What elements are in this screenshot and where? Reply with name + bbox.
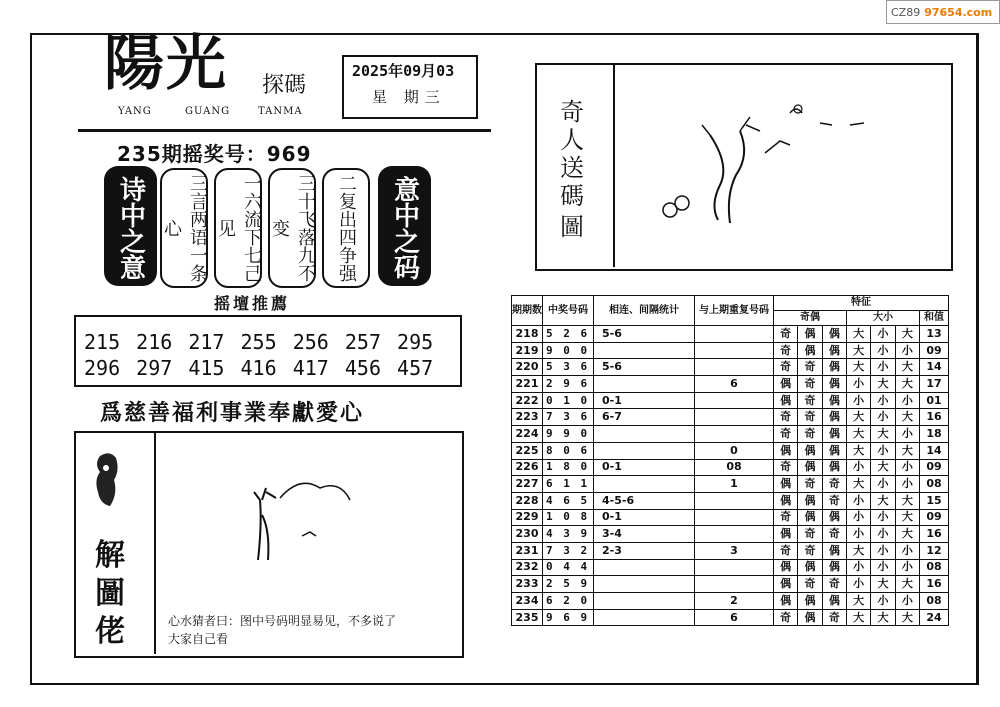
odd-even-cell: 奇: [774, 426, 798, 443]
big-small-cell: 小: [895, 426, 919, 443]
big-small-cell: 大: [895, 326, 919, 343]
big-small-cell: 小: [846, 376, 870, 393]
consecutive-cell: [594, 593, 695, 610]
number-cell: 6 1 1: [543, 476, 594, 493]
period-cell: 229: [512, 509, 543, 526]
repeat-cell: [695, 576, 774, 593]
big-small-cell: 大: [846, 409, 870, 426]
big-small-cell: 大: [895, 509, 919, 526]
period-cell: 232: [512, 559, 543, 576]
consecutive-cell: 0-1: [594, 459, 695, 476]
big-small-cell: 小: [895, 559, 919, 576]
odd-even-cell: 偶: [774, 476, 798, 493]
number-cell: 4 6 5: [543, 492, 594, 509]
big-small-cell: 小: [846, 492, 870, 509]
odd-even-cell: 奇: [822, 576, 846, 593]
odd-even-cell: 偶: [798, 492, 822, 509]
jie-char-3: 佬: [95, 614, 125, 649]
table-row: [512, 609, 949, 626]
period-cell: 228: [512, 492, 543, 509]
consecutive-cell: [594, 342, 695, 359]
repeat-cell: [695, 426, 774, 443]
table-row: [512, 409, 949, 426]
big-small-cell: 大: [895, 409, 919, 426]
number-cell: 5 3 6: [543, 359, 594, 376]
big-small-cell: 小: [895, 542, 919, 559]
watermark-site: 97654.com: [924, 5, 993, 19]
odd-even-cell: 偶: [798, 509, 822, 526]
odd-even-cell: 偶: [774, 492, 798, 509]
big-small-cell: 大: [895, 526, 919, 543]
odd-even-cell: 偶: [774, 376, 798, 393]
consecutive-cell: 3-4: [594, 526, 695, 543]
consecutive-cell: [594, 609, 695, 626]
number-cell: 1 8 0: [543, 459, 594, 476]
table-row: [512, 359, 949, 376]
odd-even-cell: 奇: [774, 359, 798, 376]
odd-even-cell: 偶: [798, 609, 822, 626]
slogan: 爲慈善福利事業奉獻愛心: [100, 401, 365, 426]
big-small-cell: 小: [846, 526, 870, 543]
odd-even-cell: 奇: [798, 476, 822, 493]
repeat-cell: 0: [695, 442, 774, 459]
big-small-cell: 小: [846, 576, 870, 593]
table-row: [512, 526, 949, 543]
odd-even-cell: 偶: [822, 359, 846, 376]
table-row: [512, 542, 949, 559]
repeat-cell: [695, 342, 774, 359]
big-small-cell: 大: [846, 476, 870, 493]
odd-even-cell: 偶: [822, 342, 846, 359]
odd-even-cell: 偶: [822, 426, 846, 443]
sum-cell: 13: [920, 326, 949, 343]
period-cell: 230: [512, 526, 543, 543]
repeat-cell: [695, 526, 774, 543]
portrait-icon: [92, 450, 122, 510]
table-row: [512, 459, 949, 476]
big-small-cell: 大: [871, 376, 895, 393]
jie-note-line-1: 心水猜者曰：图中号码明显易见，不多说了: [168, 614, 397, 628]
odd-even-cell: 偶: [822, 409, 846, 426]
odd-even-cell: 偶: [822, 542, 846, 559]
repeat-cell: 3: [695, 542, 774, 559]
sum-cell: 09: [920, 459, 949, 476]
sum-cell: 24: [920, 609, 949, 626]
big-small-cell: 小: [871, 342, 895, 359]
rec-num: 256: [292, 330, 329, 354]
big-small-cell: 大: [846, 593, 870, 610]
consecutive-cell: [594, 442, 695, 459]
sum-cell: 09: [920, 342, 949, 359]
table-row: [512, 509, 949, 526]
number-cell: 9 0 0: [543, 342, 594, 359]
table-row: [512, 376, 949, 393]
sum-cell: 16: [920, 576, 949, 593]
big-small-cell: 小: [871, 509, 895, 526]
odd-even-cell: 奇: [774, 342, 798, 359]
table-row: [512, 492, 949, 509]
big-small-cell: 小: [895, 342, 919, 359]
qiren-char-4: 碼: [560, 182, 584, 210]
big-small-cell: 小: [871, 326, 895, 343]
consecutive-cell: [594, 426, 695, 443]
qiren-char-2: 人: [560, 126, 584, 154]
number-cell: 4 3 9: [543, 526, 594, 543]
col-sum: 和值: [920, 311, 949, 326]
big-small-cell: 大: [895, 492, 919, 509]
table-row: [512, 326, 949, 343]
rec-num: 216: [136, 330, 173, 354]
big-small-cell: 大: [846, 426, 870, 443]
period-cell: 227: [512, 476, 543, 493]
period-cell: 222: [512, 392, 543, 409]
big-small-cell: 大: [846, 542, 870, 559]
consecutive-cell: [594, 476, 695, 493]
big-small-cell: 大: [871, 426, 895, 443]
rec-num: 457: [397, 356, 434, 380]
jie-sketch: [240, 470, 380, 570]
number-cell: 8 0 6: [543, 442, 594, 459]
big-small-cell: 小: [871, 476, 895, 493]
odd-even-cell: 奇: [822, 526, 846, 543]
pinyin-guang: GUANG: [185, 106, 231, 117]
odd-even-cell: 奇: [774, 409, 798, 426]
big-small-cell: 小: [871, 593, 895, 610]
odd-even-cell: 奇: [774, 542, 798, 559]
big-small-cell: 小: [895, 476, 919, 493]
col-repeat: 与上期重复号码: [695, 296, 774, 326]
big-small-cell: 小: [846, 392, 870, 409]
table-row: [512, 442, 949, 459]
period-cell: 233: [512, 576, 543, 593]
logo-title: 陽光: [104, 29, 228, 99]
number-cell: 2 5 9: [543, 576, 594, 593]
odd-even-cell: 偶: [798, 442, 822, 459]
sum-cell: 01: [920, 392, 949, 409]
big-small-cell: 大: [846, 609, 870, 626]
period-cell: 234: [512, 593, 543, 610]
table-row: [512, 392, 949, 409]
consecutive-cell: [594, 376, 695, 393]
period-cell: 223: [512, 409, 543, 426]
recommend-row-2: [84, 356, 433, 380]
date-text: 2025年09月03: [352, 62, 455, 80]
rec-num: 417: [292, 356, 329, 380]
big-small-cell: 大: [871, 492, 895, 509]
consecutive-cell: 5-6: [594, 326, 695, 343]
pinyin-tanma: TANMA: [258, 106, 303, 117]
sum-cell: 12: [920, 542, 949, 559]
rec-num: 416: [240, 356, 277, 380]
repeat-cell: [695, 409, 774, 426]
odd-even-cell: 奇: [798, 526, 822, 543]
sum-cell: 18: [920, 426, 949, 443]
odd-even-cell: 偶: [822, 593, 846, 610]
odd-even-cell: 奇: [774, 459, 798, 476]
odd-even-cell: 奇: [798, 542, 822, 559]
col-odd-even: 奇偶: [774, 311, 847, 326]
table-row: [512, 576, 949, 593]
poem-line-4: 二复出四争强: [322, 168, 370, 288]
odd-even-cell: 偶: [774, 526, 798, 543]
sum-cell: 08: [920, 476, 949, 493]
odd-even-cell: 偶: [774, 593, 798, 610]
big-small-cell: 小: [846, 459, 870, 476]
col-consecutive: 相连、间隔统计: [594, 296, 695, 326]
repeat-cell: 6: [695, 609, 774, 626]
rec-num: 297: [136, 356, 173, 380]
sum-cell: 14: [920, 359, 949, 376]
history-body: [512, 326, 949, 626]
odd-even-cell: 奇: [798, 409, 822, 426]
watermark-code: CZ89: [891, 5, 921, 19]
weekday-text: 星 期三: [372, 88, 446, 106]
big-small-cell: 大: [895, 609, 919, 626]
qiren-char-3: 送: [560, 154, 584, 182]
odd-even-cell: 奇: [822, 609, 846, 626]
repeat-cell: [695, 392, 774, 409]
number-cell: 5 2 6: [543, 326, 594, 343]
jie-char-2: 圖: [95, 576, 125, 611]
sum-cell: 08: [920, 559, 949, 576]
repeat-cell: [695, 559, 774, 576]
rec-num: 217: [188, 330, 225, 354]
recommend-row-1: [84, 330, 433, 354]
big-small-cell: 小: [871, 409, 895, 426]
sum-cell: 14: [920, 442, 949, 459]
poem-right-title: 意中之码: [378, 166, 431, 286]
odd-even-cell: 偶: [822, 442, 846, 459]
big-small-cell: 小: [895, 459, 919, 476]
rec-num: 255: [240, 330, 277, 354]
number-cell: 0 4 4: [543, 559, 594, 576]
period-cell: 231: [512, 542, 543, 559]
odd-even-cell: 奇: [798, 576, 822, 593]
odd-even-cell: 偶: [798, 342, 822, 359]
sum-cell: 08: [920, 593, 949, 610]
number-cell: 7 3 2: [543, 542, 594, 559]
odd-even-cell: 奇: [798, 376, 822, 393]
odd-even-cell: 奇: [798, 426, 822, 443]
logo-subtitle: 探碼: [262, 73, 307, 98]
big-small-cell: 小: [895, 392, 919, 409]
repeat-cell: [695, 492, 774, 509]
number-cell: 1 0 8: [543, 509, 594, 526]
odd-even-cell: 偶: [822, 392, 846, 409]
table-row: [512, 342, 949, 359]
repeat-cell: [695, 326, 774, 343]
jie-char-1: 解: [95, 538, 125, 573]
poem-line-2: 一六流下七己见: [214, 168, 262, 288]
rec-num: 215: [84, 330, 121, 354]
consecutive-cell: [594, 576, 695, 593]
big-small-cell: 大: [871, 609, 895, 626]
big-small-cell: 大: [846, 326, 870, 343]
recommend-label: 摇壇推薦: [214, 294, 291, 313]
big-small-cell: 大: [895, 442, 919, 459]
period-cell: 226: [512, 459, 543, 476]
consecutive-cell: 2-3: [594, 542, 695, 559]
number-cell: 9 6 9: [543, 609, 594, 626]
table-row: [512, 593, 949, 610]
odd-even-cell: 偶: [822, 459, 846, 476]
odd-even-cell: 偶: [774, 576, 798, 593]
odd-even-cell: 偶: [822, 376, 846, 393]
odd-even-cell: 奇: [798, 359, 822, 376]
watermark: [886, 0, 1000, 24]
odd-even-cell: 奇: [822, 476, 846, 493]
big-small-cell: 大: [895, 576, 919, 593]
number-cell: 9 9 0: [543, 426, 594, 443]
qiren-char-5: 圖: [560, 213, 584, 241]
jie-divider: [154, 433, 156, 654]
odd-even-cell: 奇: [774, 609, 798, 626]
big-small-cell: 大: [871, 576, 895, 593]
qiren-sketch: [650, 95, 890, 235]
repeat-cell: 2: [695, 593, 774, 610]
odd-even-cell: 偶: [822, 559, 846, 576]
big-small-cell: 大: [895, 359, 919, 376]
repeat-cell: [695, 359, 774, 376]
repeat-cell: 6: [695, 376, 774, 393]
big-small-cell: 小: [895, 593, 919, 610]
rec-num: 257: [344, 330, 381, 354]
big-small-cell: 小: [871, 442, 895, 459]
number-cell: 6 2 0: [543, 593, 594, 610]
poem-left-title: 诗中之意: [104, 166, 157, 286]
odd-even-cell: 奇: [774, 326, 798, 343]
odd-even-cell: 偶: [822, 326, 846, 343]
col-number: 中奖号码: [543, 296, 594, 326]
odd-even-cell: 奇: [774, 509, 798, 526]
odd-even-cell: 偶: [822, 509, 846, 526]
period-cell: 225: [512, 442, 543, 459]
rec-num: 296: [84, 356, 121, 380]
odd-even-cell: 偶: [798, 326, 822, 343]
big-small-cell: 小: [871, 559, 895, 576]
odd-even-cell: 偶: [774, 392, 798, 409]
sum-cell: 09: [920, 509, 949, 526]
qiren-divider: [613, 65, 615, 267]
jie-note-line-2: 大家自己看: [168, 632, 229, 646]
big-small-cell: 小: [871, 392, 895, 409]
big-small-cell: 小: [871, 359, 895, 376]
rec-num: 456: [344, 356, 381, 380]
table-row: [512, 559, 949, 576]
odd-even-cell: 偶: [798, 559, 822, 576]
odd-even-cell: 奇: [798, 392, 822, 409]
big-small-cell: 小: [871, 542, 895, 559]
history-table: [511, 295, 949, 626]
odd-even-cell: 偶: [798, 459, 822, 476]
table-row: [512, 426, 949, 443]
consecutive-cell: 4-5-6: [594, 492, 695, 509]
consecutive-cell: [594, 559, 695, 576]
table-row: [512, 476, 949, 493]
sum-cell: 15: [920, 492, 949, 509]
consecutive-cell: 5-6: [594, 359, 695, 376]
sum-cell: 16: [920, 409, 949, 426]
number-cell: 7 3 6: [543, 409, 594, 426]
consecutive-cell: 0-1: [594, 392, 695, 409]
odd-even-cell: 偶: [798, 593, 822, 610]
number-cell: 2 9 6: [543, 376, 594, 393]
qiren-char-1: 奇: [560, 98, 584, 126]
big-small-cell: 大: [895, 376, 919, 393]
period-cell: 224: [512, 426, 543, 443]
rec-num: 415: [188, 356, 225, 380]
col-period: 期期数: [512, 296, 543, 326]
period-cell: 221: [512, 376, 543, 393]
period-cell: 220: [512, 359, 543, 376]
pinyin-yang: YANG: [118, 106, 152, 117]
poem-line-1: 三言两语一条心: [160, 168, 208, 288]
big-small-cell: 大: [846, 342, 870, 359]
repeat-cell: [695, 509, 774, 526]
odd-even-cell: 偶: [774, 559, 798, 576]
big-small-cell: 小: [846, 509, 870, 526]
sum-cell: 17: [920, 376, 949, 393]
col-feature: 特征: [774, 296, 949, 311]
period-cell: 218: [512, 326, 543, 343]
big-small-cell: 大: [871, 459, 895, 476]
big-small-cell: 小: [871, 526, 895, 543]
number-cell: 0 1 0: [543, 392, 594, 409]
col-big-small: 大小: [846, 311, 919, 326]
big-small-cell: 大: [846, 442, 870, 459]
odd-even-cell: 奇: [822, 492, 846, 509]
consecutive-cell: 0-1: [594, 509, 695, 526]
consecutive-cell: 6-7: [594, 409, 695, 426]
issue-line: 235期摇奖号：969: [117, 142, 312, 166]
period-cell: 235: [512, 609, 543, 626]
repeat-cell: 1: [695, 476, 774, 493]
repeat-cell: 08: [695, 459, 774, 476]
period-cell: 219: [512, 342, 543, 359]
big-small-cell: 小: [846, 559, 870, 576]
rec-num: 295: [397, 330, 434, 354]
poem-line-3: 三十飞落九不变: [268, 168, 316, 288]
odd-even-cell: 偶: [774, 442, 798, 459]
big-small-cell: 大: [846, 359, 870, 376]
sum-cell: 16: [920, 526, 949, 543]
header-divider: [78, 129, 491, 132]
